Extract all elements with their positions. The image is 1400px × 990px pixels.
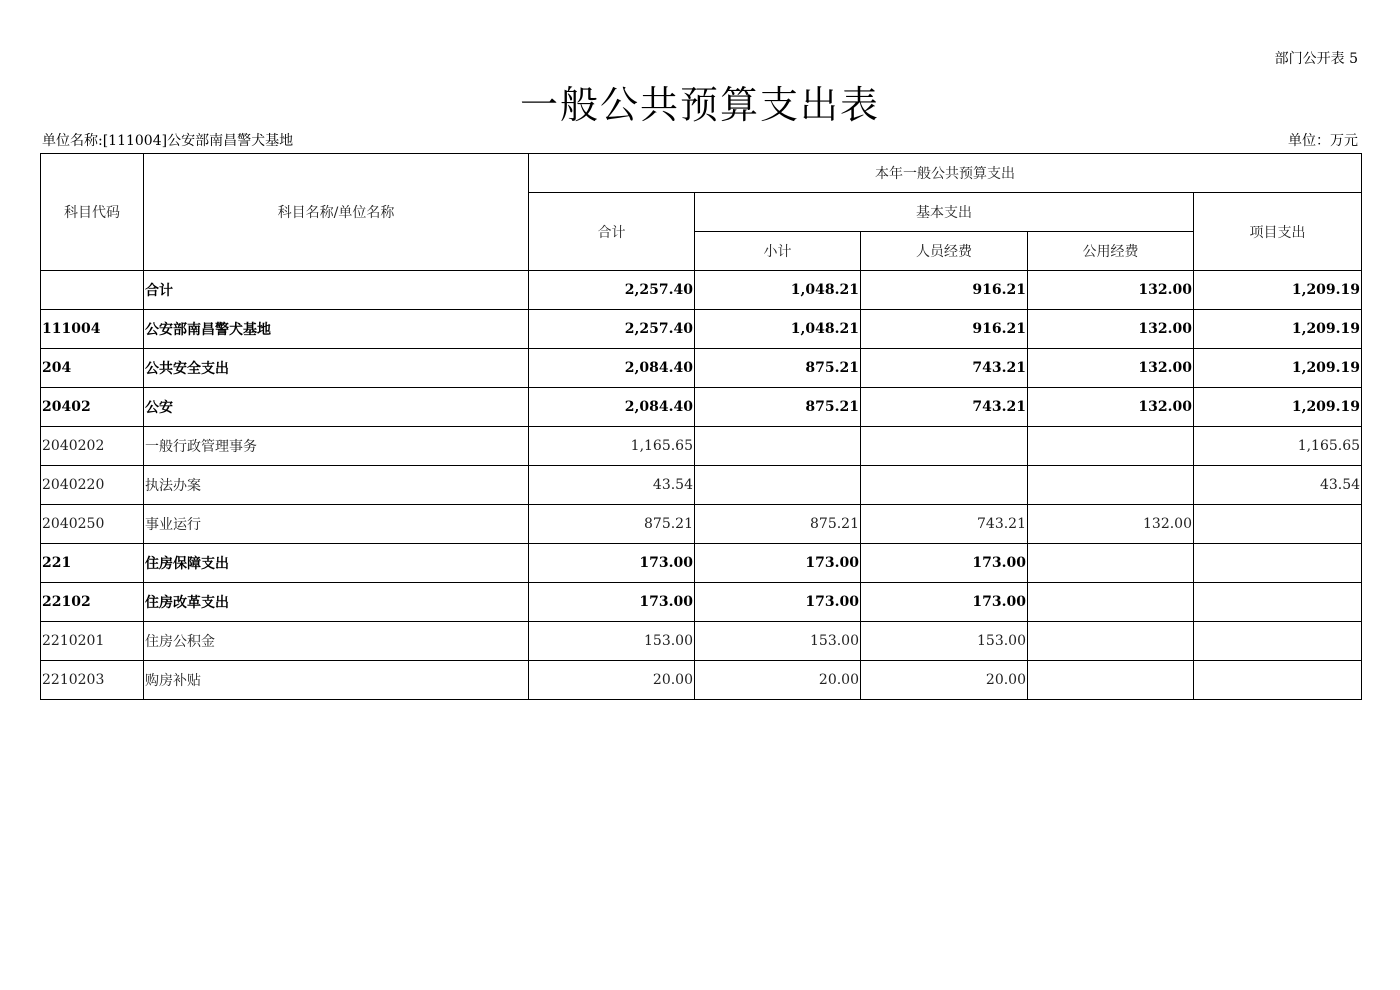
cell-personnel: 173.00 (861, 544, 1028, 583)
cell-total: 2,257.40 (529, 271, 695, 310)
cell-total: 2,084.40 (529, 349, 695, 388)
cell-public (1028, 661, 1194, 700)
header-subtotal: 小计 (695, 232, 861, 271)
cell-personnel: 173.00 (861, 583, 1028, 622)
cell-total: 173.00 (529, 544, 695, 583)
cell-project: 1,165.65 (1194, 427, 1362, 466)
cell-subtotal: 875.21 (695, 349, 861, 388)
cell-total: 2,257.40 (529, 310, 695, 349)
cell-code: 2210203 (41, 661, 144, 700)
cell-subtotal: 1,048.21 (695, 271, 861, 310)
cell-name: 合计 (144, 271, 529, 310)
cell-project: 1,209.19 (1194, 310, 1362, 349)
table-row (41, 466, 1362, 505)
cell-name: 公安部南昌警犬基地 (144, 310, 529, 349)
cell-project (1194, 583, 1362, 622)
cell-personnel: 153.00 (861, 622, 1028, 661)
cell-public (1028, 427, 1194, 466)
cell-public: 132.00 (1028, 388, 1194, 427)
cell-personnel: 743.21 (861, 505, 1028, 544)
cell-name: 住房保障支出 (144, 544, 529, 583)
cell-personnel: 743.21 (861, 349, 1028, 388)
cell-project: 1,209.19 (1194, 349, 1362, 388)
cell-subtotal: 1,048.21 (695, 310, 861, 349)
cell-subtotal (695, 427, 861, 466)
table-row (41, 661, 1362, 700)
cell-personnel: 916.21 (861, 310, 1028, 349)
budget-table (40, 153, 1362, 700)
cell-subtotal: 173.00 (695, 583, 861, 622)
cell-personnel: 916.21 (861, 271, 1028, 310)
cell-total: 43.54 (529, 466, 695, 505)
header-total: 合计 (529, 193, 695, 271)
unit-name-label: 单位名称:[111004]公安部南昌警犬基地 (42, 133, 294, 149)
cell-project (1194, 661, 1362, 700)
header-group: 本年一般公共预算支出 (529, 154, 1362, 193)
cell-subtotal: 20.00 (695, 661, 861, 700)
cell-code: 2040202 (41, 427, 144, 466)
cell-name: 公安 (144, 388, 529, 427)
cell-total: 20.00 (529, 661, 695, 700)
cell-personnel (861, 466, 1028, 505)
cell-total: 875.21 (529, 505, 695, 544)
header-basic: 基本支出 (695, 193, 1194, 232)
cell-name: 事业运行 (144, 505, 529, 544)
cell-code (41, 271, 144, 310)
cell-public: 132.00 (1028, 505, 1194, 544)
header-name: 科目名称/单位名称 (144, 154, 529, 271)
table-row (41, 349, 1362, 388)
table-row (41, 505, 1362, 544)
cell-code: 2040250 (41, 505, 144, 544)
cell-total: 2,084.40 (529, 388, 695, 427)
cell-total: 173.00 (529, 583, 695, 622)
cell-total: 153.00 (529, 622, 695, 661)
cell-public (1028, 466, 1194, 505)
cell-public: 132.00 (1028, 349, 1194, 388)
header-personnel: 人员经费 (861, 232, 1028, 271)
cell-subtotal: 173.00 (695, 544, 861, 583)
table-row (41, 544, 1362, 583)
cell-public (1028, 583, 1194, 622)
cell-project (1194, 622, 1362, 661)
cell-name: 执法办案 (144, 466, 529, 505)
cell-public: 132.00 (1028, 310, 1194, 349)
cell-name: 住房改革支出 (144, 583, 529, 622)
table-row (41, 271, 1362, 310)
cell-project: 43.54 (1194, 466, 1362, 505)
cell-public (1028, 622, 1194, 661)
table-row (41, 427, 1362, 466)
cell-name: 公共安全支出 (144, 349, 529, 388)
cell-public: 132.00 (1028, 271, 1194, 310)
table-row (41, 583, 1362, 622)
form-number: 部门公开表 5 (1274, 51, 1358, 67)
table-row (41, 310, 1362, 349)
cell-total: 1,165.65 (529, 427, 695, 466)
cell-subtotal: 875.21 (695, 388, 861, 427)
cell-personnel (861, 427, 1028, 466)
header-code: 科目代码 (41, 154, 144, 271)
cell-name: 一般行政管理事务 (144, 427, 529, 466)
cell-code: 2210201 (41, 622, 144, 661)
cell-code: 204 (41, 349, 144, 388)
table-row (41, 622, 1362, 661)
header-project: 项目支出 (1194, 193, 1362, 271)
cell-code: 2040220 (41, 466, 144, 505)
currency-unit-label: 单位：万元 (1288, 133, 1358, 149)
cell-name: 购房补贴 (144, 661, 529, 700)
cell-personnel: 743.21 (861, 388, 1028, 427)
cell-project: 1,209.19 (1194, 388, 1362, 427)
cell-code: 221 (41, 544, 144, 583)
table-row (41, 388, 1362, 427)
cell-personnel: 20.00 (861, 661, 1028, 700)
cell-code: 111004 (41, 310, 144, 349)
cell-name: 住房公积金 (144, 622, 529, 661)
cell-code: 22102 (41, 583, 144, 622)
cell-subtotal: 153.00 (695, 622, 861, 661)
cell-code: 20402 (41, 388, 144, 427)
cell-project (1194, 544, 1362, 583)
page-title: 一般公共预算支出表 (519, 83, 880, 127)
cell-public (1028, 544, 1194, 583)
cell-project (1194, 505, 1362, 544)
cell-subtotal (695, 466, 861, 505)
cell-project: 1,209.19 (1194, 271, 1362, 310)
cell-subtotal: 875.21 (695, 505, 861, 544)
header-public: 公用经费 (1028, 232, 1194, 271)
